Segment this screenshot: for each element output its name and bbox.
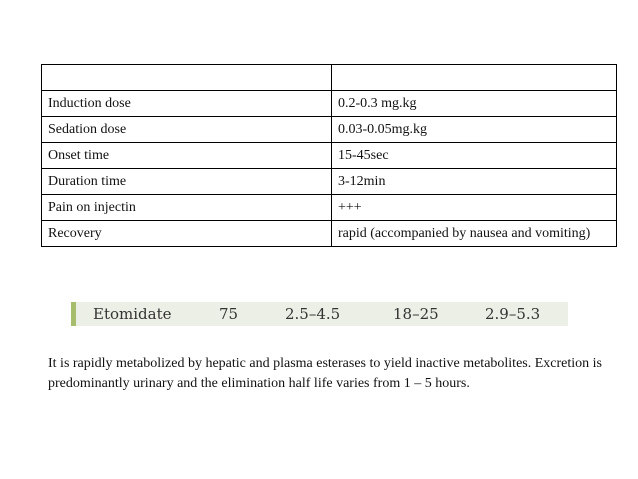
strip-cell-drug: Etomidate — [93, 305, 172, 323]
row-value: rapid (accompanied by nausea and vomiting) — [332, 221, 617, 247]
accent-bar — [71, 302, 76, 326]
row-label: Onset time — [42, 143, 332, 169]
properties-table — [41, 64, 617, 247]
row-value: 0.03-0.05mg.kg — [332, 117, 617, 143]
etomidate-table-strip — [71, 302, 568, 326]
table-header-cell — [42, 65, 332, 91]
row-value: +++ — [332, 195, 617, 221]
table-row — [42, 169, 617, 195]
table-row — [42, 143, 617, 169]
row-value: 15-45sec — [332, 143, 617, 169]
strip-cell-value: 75 — [219, 305, 239, 323]
strip-cell-value: 18–25 — [393, 305, 439, 323]
table-header-cell — [332, 65, 617, 91]
strip-cell-value: 2.9–5.3 — [485, 305, 541, 323]
row-value: 0.2-0.3 mg.kg — [332, 91, 617, 117]
row-label: Induction dose — [42, 91, 332, 117]
row-label: Pain on injectin — [42, 195, 332, 221]
row-label: Sedation dose — [42, 117, 332, 143]
table-row — [42, 221, 617, 247]
row-label: Duration time — [42, 169, 332, 195]
row-label: Recovery — [42, 221, 332, 247]
table-row — [42, 91, 617, 117]
table-row — [42, 195, 617, 221]
table-row — [42, 117, 617, 143]
metabolism-paragraph: It is rapidly metabolized by hepatic and plasma esterases to yield inactive metabolites. Excretion is predominantly urinary and the elimination half life varies from 1 – 5 hours. — [48, 356, 602, 391]
row-value: 3-12min — [332, 169, 617, 195]
table-header-row — [42, 65, 617, 91]
strip-cell-value: 2.5–4.5 — [285, 305, 341, 323]
